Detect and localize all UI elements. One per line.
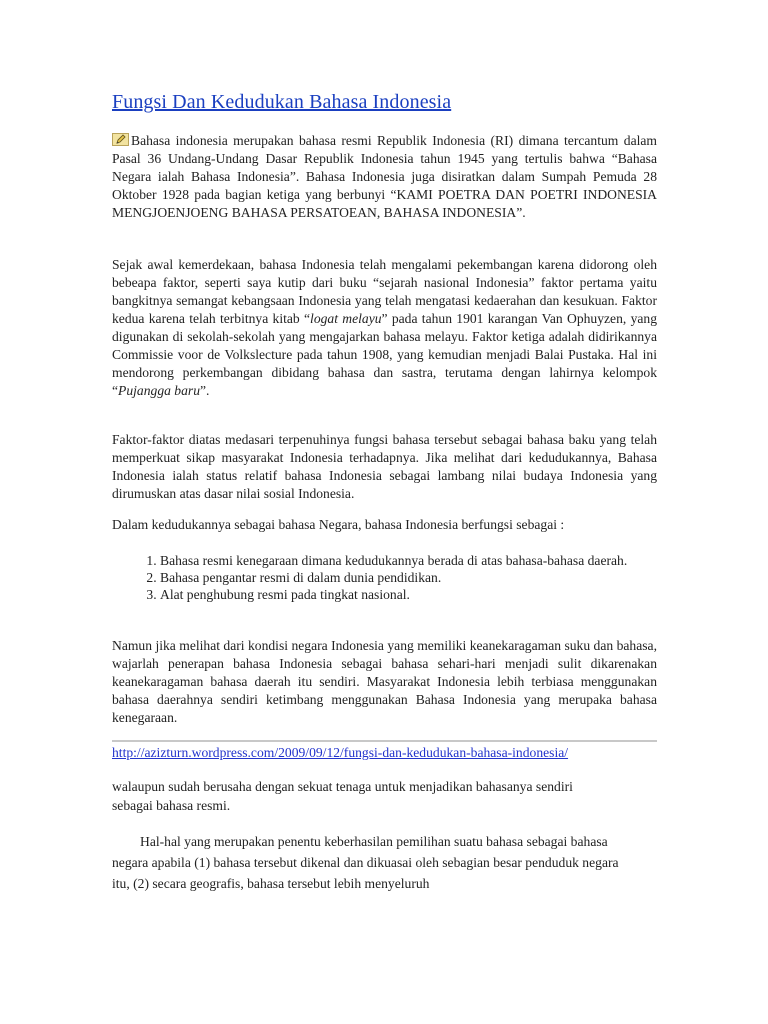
paragraph-1-text: Bahasa indonesia merupakan bahasa resmi Republik Indonesia (RI) dimana tercantum dalam Pasal 36 Undang-Undang Dasar Republik Indonesia tahun 1945 yang tertulis bahwa “Bahasa Negara ialah Bahasa Indonesia”. Bahasa Indonesia juga disiratkan dalam Sumpah Pemuda 28 Oktober 1928 pada bagian ketiga yang berbunyi “KAMI POETRA DAN POETRI INDONESIA MENGJOENJOENG BAHASA PERSATOEAN, BAHASA INDONESIA”. bbox=[112, 133, 657, 220]
paragraph-6: walaupun sudah berusaha dengan sekuat tenaga untuk menjadikan bahasanya sendiri sebagai bahasa resmi. bbox=[112, 779, 573, 813]
list-item: 2. Bahasa pengantar resmi di dalam dunia pendidikan. bbox=[160, 569, 657, 586]
list-item: 3. Alat penghubung resmi pada tingkat nasional. bbox=[160, 586, 657, 603]
page-title: Fungsi Dan Kedudukan Bahasa Indonesia bbox=[112, 91, 452, 113]
list-item: 1. Bahasa resmi kenegaraan dimana kedudukannya berada di atas bahasa-bahasa daerah. bbox=[160, 552, 657, 569]
paragraph-7: Hal-hal yang merupakan penentu keberhasilan pemilihan suatu bahasa sebagai bahasa negara apabila (1) bahasa tersebut dikenal dan dikuasai oleh sebagian besar penduduk negara itu, (2) secara geografis, bahasa tersebut lebih menyeluruh bbox=[112, 834, 619, 891]
paragraph-2-text-c: ”. bbox=[200, 383, 210, 398]
paragraph-3: Faktor-faktor diatas medasari terpenuhinya fungsi bahasa tersebut sebagai bahasa baku yang telah memperkuat sikap masyarakat Indonesia terhadapnya. Jika melihat dari kedudukannya, Bahasa Indonesia ialah status relatif bahasa Indonesia sebagai lambang nilai budaya Indonesia yang dirumuskan atas dasar nilai sosial Indonesia. bbox=[112, 432, 657, 501]
paragraph-2-emphasis-logat: logat melayu bbox=[310, 311, 382, 326]
source-link[interactable]: http://azizturn.wordpress.com/2009/09/12/fungsi-dan-kedudukan-bahasa-indonesia/ bbox=[112, 745, 569, 760]
horizontal-divider bbox=[112, 740, 657, 742]
function-list bbox=[112, 552, 657, 603]
paragraph-2 bbox=[112, 256, 657, 400]
edit-pencil-icon bbox=[112, 133, 129, 146]
paragraph-2-text-b: ” pada tahun 1901 karangan Van Ophuyzen, yang digunakan di sekolah-sekolah yang mengajarkan bahasa melayu. Faktor ketiga adalah didirikannya Commissie voor de Volkslecture pada tahun 1908, yang kemudian menjadi Balai Pustaka. Hal ini mendorong perkembangan dibidang bahasa dan sastra, terutama dengan lahirnya kelompok “ bbox=[112, 311, 657, 398]
paragraph-2-emphasis-pujangga: Pujangga baru bbox=[118, 383, 200, 398]
paragraph-2-text-a: Sejak awal kemerdekaan, bahasa Indonesia telah mengalami pekembangan karena didorong oleh bebeapa faktor, seperti saya kutip dari buku “sejarah nasional Indonesia” faktor pertama yaitu bangkitnya semangat kebangsaan Indonesia yang telah mengatasi kedaerahan dan kesukuan. Faktor kedua karena telah terbitnya kitab “ bbox=[112, 257, 657, 326]
paragraph-4: Dalam kedudukannya sebagai bahasa Negara, bahasa Indonesia berfungsi sebagai : bbox=[112, 517, 565, 532]
paragraph-5: Namun jika melihat dari kondisi negara Indonesia yang memiliki keanekaragaman suku dan bahasa, wajarlah penerapan bahasa Indonesia sebagai bahasa sehari-hari menjadi sulit dikarenakan keanekaragaman bahasa daerah itu sendiri. Masyarakat Indonesia lebih terbiasa menggunakan bahasa daerahnya sendiri ketimbang menggunakan Bahasa Indonesia yang merupaka bahasa kenegaraan. bbox=[112, 638, 657, 725]
paragraph-1 bbox=[112, 132, 657, 222]
